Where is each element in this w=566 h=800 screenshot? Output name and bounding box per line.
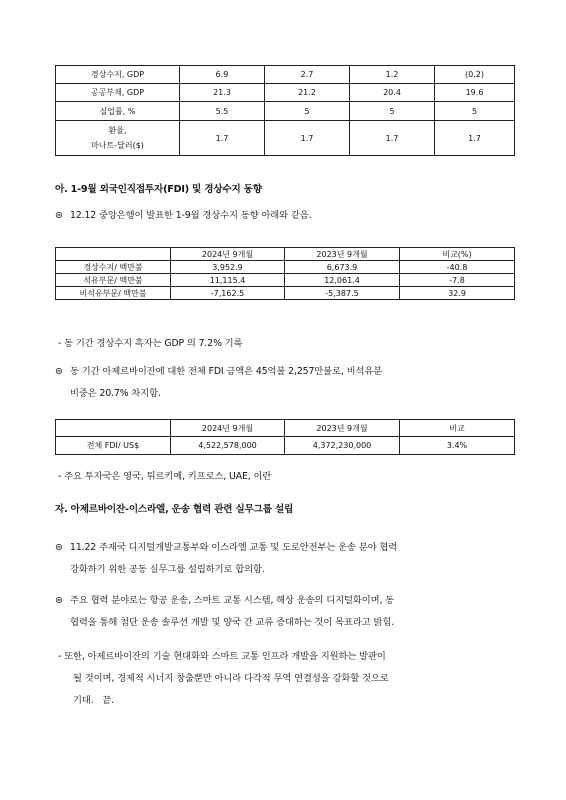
table-cell: 1.7: [435, 121, 515, 156]
row-label-line: 환율,: [108, 126, 127, 135]
table-row: [56, 261, 515, 274]
paragraph-text: 동 기간 아제르바이잔에 대한 전체 FDI 금액은 45억불 2,257만불로, 비석유분: [70, 366, 383, 377]
table-header-cell: 2024년 9개월: [171, 420, 285, 437]
paragraph-line: [55, 537, 520, 559]
table-header-cell: 비교: [400, 420, 515, 437]
table-cell: 19.6: [435, 84, 515, 102]
paragraph-line: - 또한, 아제르바이잔의 기술 현대화와 스마트 교통 인프라 개발을 지원하는 발판이: [58, 651, 386, 662]
bullet-paragraph: [55, 205, 311, 227]
table-cell: 5: [435, 102, 515, 121]
paragraph-line: [55, 590, 520, 612]
section-heading: 아. 1-9월 외국인직접투자(FDI) 및 경상수지 동향: [55, 184, 262, 195]
table-cell: 1.7: [350, 121, 435, 156]
table-row: [56, 287, 515, 300]
table-header-cell: 2024년 9개월: [171, 248, 285, 261]
table-cell: 2.7: [265, 66, 350, 84]
bullet-paragraph: [55, 537, 520, 581]
table-cell: 5: [265, 102, 350, 121]
paragraph-line: 협력을 통해 첨단 운송 솔루션 개발 및 양국 간 교류 증대하는 것이 목표라고 밝힘.: [70, 617, 395, 628]
table-cell: 21.3: [180, 84, 265, 102]
table-cell: 4,372,230,000: [285, 437, 400, 455]
table-row: [56, 121, 515, 156]
table-cell: 3,952.9: [171, 261, 285, 274]
table-row: [56, 102, 515, 121]
current-account-table: [55, 247, 515, 300]
table-cell: 11,115.4: [171, 274, 285, 287]
paragraph-text: 12.12 중앙은행이 발표한 1-9월 경상수지 동향 아래와 같음.: [70, 210, 312, 221]
table-cell: -5,387.5: [285, 287, 400, 300]
section-heading: 자. 아제르바이잔-이스라엘, 운송 협력 관련 실무그룹 설립: [55, 504, 294, 515]
paragraph-line: 비중은 20.7% 차지함.: [70, 388, 161, 399]
table-cell: 5.5: [180, 102, 265, 121]
table-cell: 3.4%: [400, 437, 515, 455]
row-label: 석유부문/ 백만불: [56, 274, 171, 287]
table-header-cell: 2023년 9개월: [285, 248, 400, 261]
table-cell: 21.2: [265, 84, 350, 102]
table-cell: -7.8: [400, 274, 515, 287]
table-header-row: [56, 248, 515, 261]
table-header-cell: [56, 420, 171, 437]
table-cell: 32.9: [400, 287, 515, 300]
table-cell: 1.2: [350, 66, 435, 84]
table-cell: 4,522,578,000: [171, 437, 285, 455]
table-cell: (0.2): [435, 66, 515, 84]
table-cell: 20.4: [350, 84, 435, 102]
dash-note: - 주요 투자국은 영국, 튀르키예, 키프로스, UAE, 이란: [58, 471, 272, 482]
dash-paragraph: [58, 646, 523, 712]
bullet-paragraph: [55, 361, 520, 405]
row-label: 공공부채, GDP: [56, 84, 180, 102]
table-cell: 12,061.4: [285, 274, 400, 287]
row-label: [56, 121, 180, 156]
table-cell: 1.7: [180, 121, 265, 156]
table-row: [56, 66, 515, 84]
row-label-line: 마나트-달러($): [91, 141, 144, 150]
row-label: 경상수지/ 백만불: [56, 261, 171, 274]
row-label: 전체 FDI/ US$: [56, 437, 171, 455]
dash-note: - 동 기간 경상수지 흑자는 GDP 의 7.2% 기록: [58, 338, 243, 349]
paragraph-line: 기대. 끝.: [73, 695, 114, 706]
paragraph-line: 될 것이며, 경제적 시너지 창출뿐만 아니라 다각적 무역 연결성을 강화할 것으로: [73, 673, 389, 684]
circle-bullet-icon: ⊜: [55, 595, 63, 606]
table-cell: 5: [350, 102, 435, 121]
table-row: [56, 84, 515, 102]
macro-table: [55, 65, 515, 156]
fdi-table: [55, 419, 515, 455]
table-row: [56, 437, 515, 455]
row-label: 실업률, %: [56, 102, 180, 121]
row-label: 비석유부문/ 백만불: [56, 287, 171, 300]
paragraph-line: 강화하기 위한 공동 실무그룹 설립하기로 합의함.: [70, 564, 265, 575]
table-header-cell: 비교(%): [400, 248, 515, 261]
table-header-row: [56, 420, 515, 437]
table-cell: 1.7: [265, 121, 350, 156]
table-cell: -40.8: [400, 261, 515, 274]
table-header-cell: 2023년 9개월: [285, 420, 400, 437]
circle-bullet-icon: ⊜: [55, 542, 63, 553]
paragraph-text: 11.22 주재국 디지털개발교통부와 이스라엘 교통 및 도로안전부는 운송 분야 협력: [70, 542, 398, 553]
circle-bullet-icon: ⊜: [55, 366, 63, 377]
bullet-paragraph: [55, 590, 520, 634]
table-row: [56, 274, 515, 287]
table-cell: 6.9: [180, 66, 265, 84]
circle-bullet-icon: ⊜: [55, 210, 63, 221]
paragraph-text: 주요 협력 분야로는 항공 운송, 스마트 교통 시스템, 해상 운송의 디지털화이며, 동: [70, 595, 395, 606]
table-cell: 6,673.9: [285, 261, 400, 274]
table-header-cell: [56, 248, 171, 261]
row-label: 경상수지, GDP: [56, 66, 180, 84]
paragraph-line: [55, 361, 520, 383]
table-cell: -7,162.5: [171, 287, 285, 300]
